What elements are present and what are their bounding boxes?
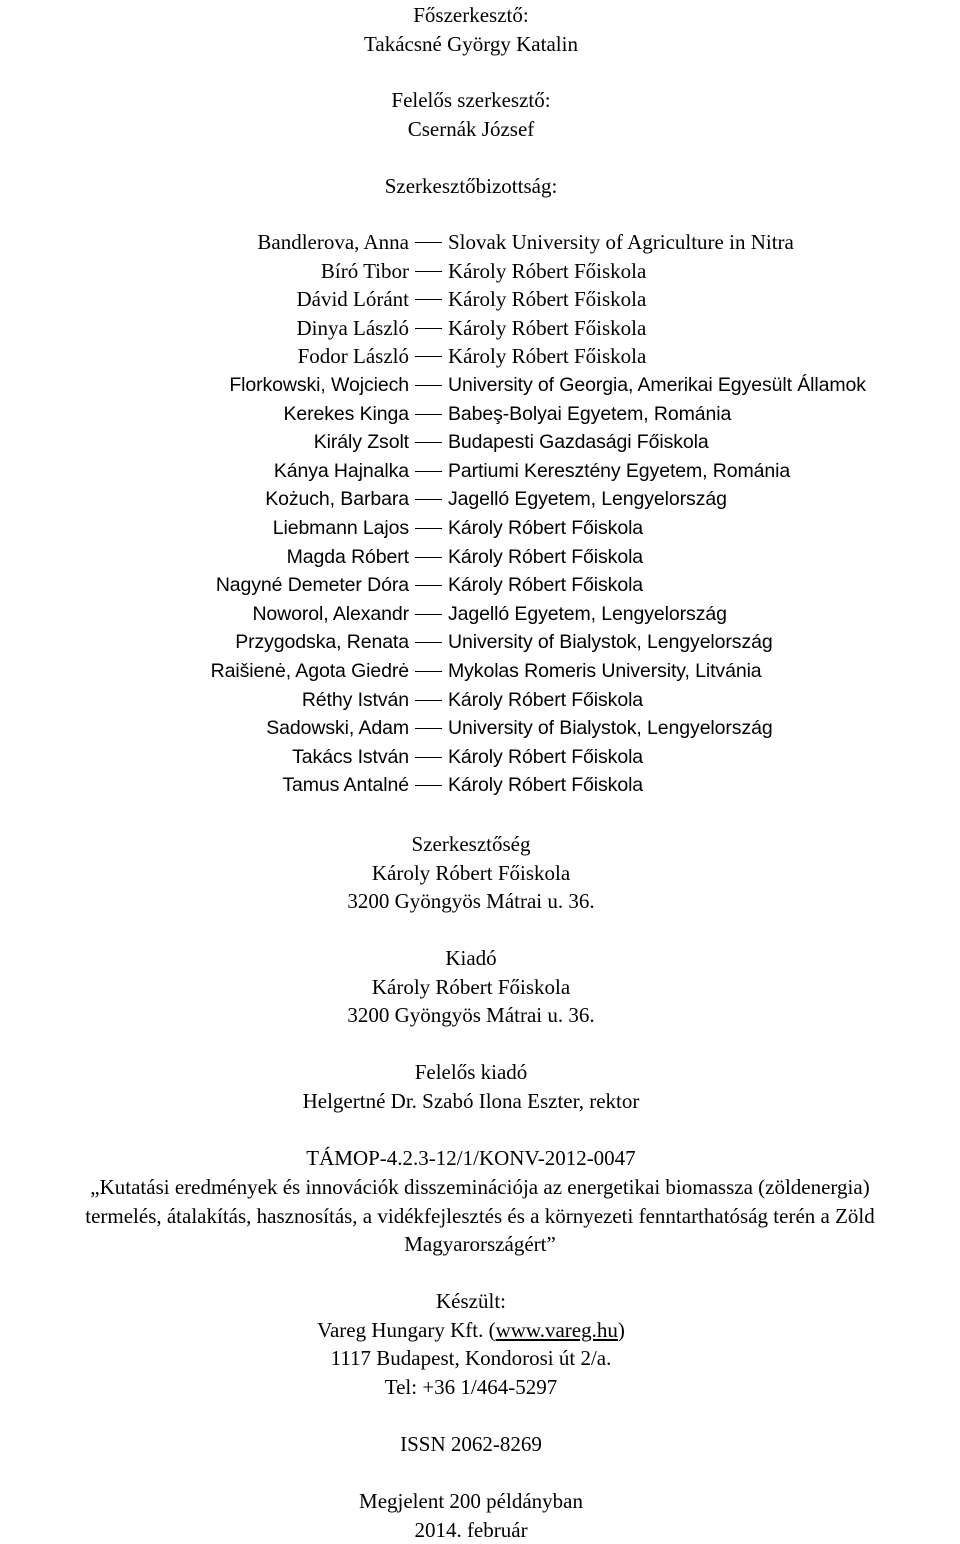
board-member-institution: Károly Róbert Főiskola (448, 745, 644, 768)
editorial-office-block (0, 830, 942, 916)
board-member-institution: Babeş-Bolyai Egyetem, Románia (448, 402, 732, 425)
board-member-name: Réthy István (301, 688, 409, 711)
responsible-editor-label: Felelős szerkesztő: (391, 88, 551, 112)
printer-address: 1117 Budapest, Kondorosi út 2/a. (330, 1346, 612, 1371)
editorial-board-label: Szerkesztőbizottság: (384, 174, 558, 198)
project-title-line-1: „Kutatási eredmények és innovációk disszeminációja az energetikai biomassza (zöldenergia) (90, 1175, 870, 1199)
editorial-board-list (0, 228, 960, 800)
board-member-row (0, 285, 960, 314)
project-title (0, 1173, 960, 1259)
board-member-row (0, 743, 960, 772)
board-member-institution: Slovak University of Agriculture in Nitra (448, 230, 794, 254)
board-member-row (0, 228, 960, 257)
dash-separator (415, 356, 442, 357)
dash-separator (415, 471, 442, 472)
printer-phone: Tel: +36 1/464-5297 (384, 1374, 558, 1399)
dash-separator (415, 299, 442, 300)
board-member-institution: Jagelló Egyetem, Lengyelország (448, 488, 727, 511)
board-member-name: Sadowski, Adam (266, 717, 409, 740)
board-member-institution: Károly Róbert Főiskola (448, 545, 644, 568)
board-member-name: Bandlerova, Anna (257, 230, 409, 254)
dash-separator (415, 757, 442, 758)
board-member-name: Bíró Tibor (320, 258, 409, 283)
printer-name (0, 1316, 942, 1345)
board-member-row (0, 657, 960, 686)
publisher-name: Károly Róbert Főiskola (371, 974, 571, 999)
board-member-institution: Károly Róbert Főiskola (448, 574, 644, 597)
editor-in-chief-block (0, 1, 942, 58)
dash-separator (415, 271, 442, 272)
board-member-institution: Károly Róbert Főiskola (448, 516, 644, 539)
board-member-name: Liebmann Lajos (272, 516, 409, 539)
board-member-row (0, 571, 960, 600)
printer-website-link[interactable]: www.vareg.hu (495, 1317, 618, 1342)
responsible-editor-block (0, 86, 942, 143)
responsible-editor-name: Csernák József (407, 116, 535, 141)
dash-separator (415, 671, 442, 672)
printer-block (0, 1287, 942, 1401)
editor-in-chief-name: Takácsné György Katalin (364, 31, 578, 56)
board-member-name: Noworol, Alexandr (252, 602, 409, 625)
board-member-institution: Mykolas Romeris University, Litvánia (448, 659, 762, 682)
board-member-institution: Jagelló Egyetem, Lengyelország (448, 602, 727, 625)
board-member-row (0, 543, 960, 572)
board-member-row (0, 400, 960, 429)
dash-separator (415, 700, 442, 701)
dash-separator (415, 557, 442, 558)
dash-separator (415, 385, 442, 386)
project-code: TÁMOP-4.2.3-12/1/KONV-2012-0047 (306, 1146, 636, 1170)
dash-separator (415, 242, 442, 243)
board-member-name: Kánya Hajnalka (273, 459, 409, 482)
board-member-name: Kerekes Kinga (283, 402, 409, 425)
responsible-publisher-name: Helgertné Dr. Szabó Ilona Eszter, rektor (302, 1088, 640, 1113)
publication-date: 2014. február (414, 1517, 528, 1542)
publisher-address: 3200 Gyöngyös Mátrai u. 36. (347, 1003, 595, 1028)
board-member-row (0, 428, 960, 457)
board-member-institution: Károly Róbert Főiskola (448, 774, 644, 797)
responsible-publisher-block (0, 1058, 942, 1115)
board-member-name: Kożuch, Barbara (265, 488, 409, 511)
board-member-name: Magda Róbert (286, 545, 409, 568)
board-member-row (0, 600, 960, 629)
board-member-name: Takács István (292, 745, 409, 768)
board-member-row (0, 514, 960, 543)
board-member-row (0, 771, 960, 800)
dash-separator (415, 642, 442, 643)
editorial-office-name: Károly Róbert Főiskola (371, 860, 571, 885)
board-member-name: Dávid Lóránt (296, 287, 409, 312)
board-member-row (0, 342, 960, 371)
responsible-publisher-label: Felelős kiadó (414, 1060, 528, 1084)
board-member-institution: Károly Róbert Főiskola (448, 258, 647, 283)
board-member-row (0, 257, 960, 286)
dash-separator (415, 728, 442, 729)
board-member-name: Király Zsolt (313, 431, 409, 454)
board-member-row (0, 314, 960, 343)
issn: ISSN 2062-8269 (400, 1432, 542, 1456)
board-member-institution: Budapesti Gazdasági Főiskola (448, 431, 709, 454)
board-member-institution: Károly Róbert Főiskola (448, 344, 647, 369)
dash-separator (415, 785, 442, 786)
board-member-institution: University of Bialystok, Lengyelország (448, 717, 773, 740)
board-member-row (0, 714, 960, 743)
board-member-name: Tamus Antalné (282, 774, 409, 797)
board-member-name: Przygodska, Renata (235, 631, 409, 654)
board-member-institution: University of Bialystok, Lengyelország (448, 631, 773, 654)
dash-separator (415, 585, 442, 586)
editor-in-chief-label: Főszerkesztő: (413, 3, 529, 27)
board-member-name: Nagyné Demeter Dóra (215, 574, 409, 597)
publisher-label: Kiadó (445, 946, 497, 970)
board-member-institution: Károly Róbert Főiskola (448, 287, 647, 312)
printer-name-prefix: Vareg Hungary Kft. ( (317, 1317, 496, 1342)
board-member-row (0, 686, 960, 715)
board-member-institution: Károly Róbert Főiskola (448, 315, 647, 340)
project-title-line-2: termelés, átalakítás, hasznosítás, a vidékfejlesztés és a környezeti fenntarthatóság terén a Zöld (85, 1203, 875, 1228)
board-member-institution: University of Georgia, Amerikai Egyesült Államok (448, 373, 866, 396)
board-member-row (0, 485, 960, 514)
printer-label: Készült: (436, 1289, 506, 1313)
board-member-row (0, 628, 960, 657)
board-member-name: Fodor László (297, 344, 409, 369)
dash-separator (415, 442, 442, 443)
board-member-row (0, 457, 960, 486)
board-member-name: Dinya László (296, 315, 409, 340)
board-member-institution: Károly Róbert Főiskola (448, 688, 644, 711)
publisher-block (0, 944, 942, 1030)
editorial-office-address: 3200 Gyöngyös Mátrai u. 36. (347, 889, 595, 914)
project-title-line-3: Magyarországért” (404, 1232, 556, 1257)
dash-separator (415, 614, 442, 615)
dash-separator (415, 414, 442, 415)
print-run-block (0, 1487, 942, 1544)
dash-separator (415, 499, 442, 500)
board-member-name: Raišienė, Agota Giedrė (210, 659, 409, 682)
board-member-institution: Partiumi Keresztény Egyetem, Románia (448, 459, 791, 482)
board-member-name: Florkowski, Wojciech (229, 373, 409, 396)
printer-name-suffix: ) (617, 1317, 625, 1342)
dash-separator (415, 528, 442, 529)
board-member-row (0, 371, 960, 400)
editorial-office-label: Szerkesztőség (411, 832, 531, 856)
print-run-copies: Megjelent 200 példányban (359, 1489, 583, 1513)
dash-separator (415, 328, 442, 329)
